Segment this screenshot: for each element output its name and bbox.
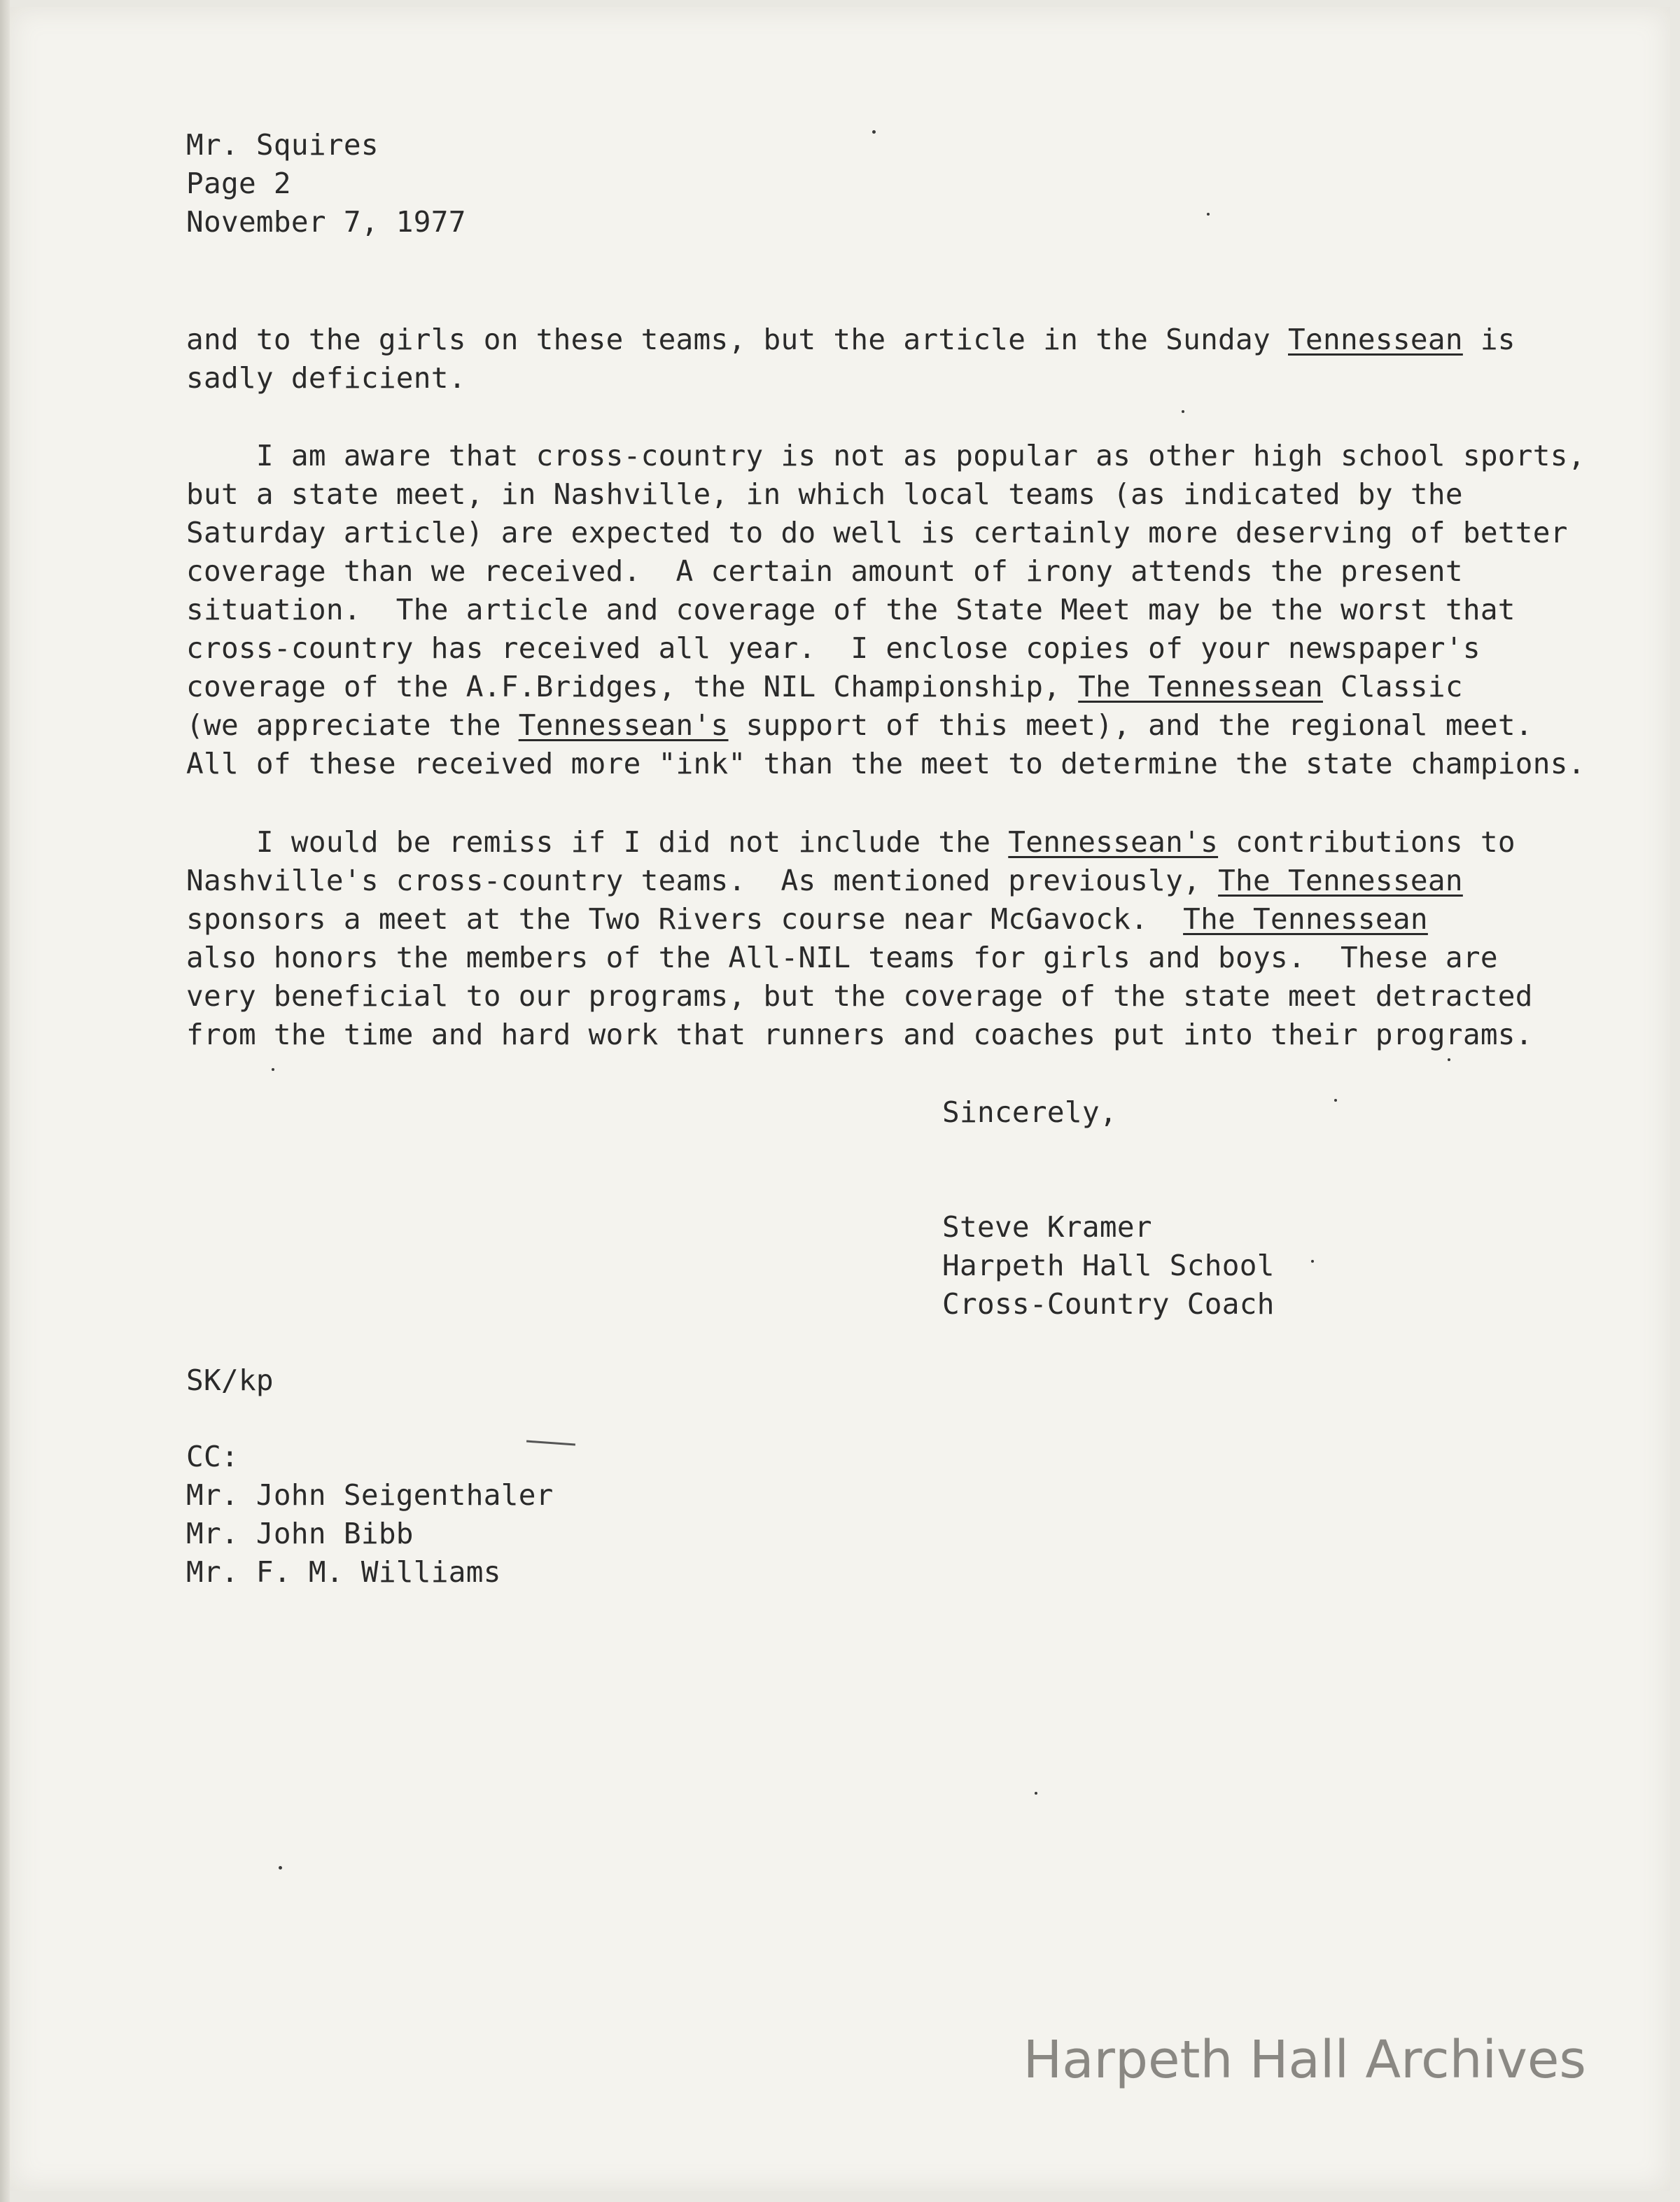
cc-recipient: Mr. F. M. Williams (186, 1555, 501, 1589)
body-line: also honors the members of the All-NIL teams for girls and boys. These are (186, 941, 1498, 974)
body-line: sadly deficient. (186, 361, 466, 395)
body-line: coverage than we received. A certain amount of irony attends the present (186, 554, 1463, 588)
body-line: from the time and hard work that runners and coaches put into their programs. (186, 1018, 1533, 1051)
cc-recipient: Mr. John Seigenthaler (186, 1478, 554, 1512)
underlined-title: The Tennessean (1183, 902, 1428, 936)
text-run: and to the girls on these teams, but the article in the Sunday (186, 323, 1288, 356)
text-run: Classic (1322, 670, 1463, 703)
signer-title: Cross-Country Coach (942, 1287, 1275, 1321)
cc-recipient: Mr. John Bibb (186, 1517, 414, 1550)
paper-speck (1448, 1058, 1450, 1061)
reference-initials: SK/kp (186, 1363, 274, 1397)
paper-speck (1207, 213, 1210, 216)
recipient-name: Mr. Squires (186, 128, 379, 162)
underlined-title: Tennessean's (1008, 825, 1219, 859)
body-line: very beneficial to our programs, but the coverage of the state meet detracted (186, 979, 1533, 1013)
letter-date: November 7, 1977 (186, 205, 466, 239)
paper-speck (872, 130, 876, 134)
paper-edge (0, 0, 10, 2202)
body-line: Saturday article) are expected to do well is certainly more deserving of better (186, 516, 1568, 549)
body-line: but a state meet, in Nashville, in which local teams (as indicated by the (186, 477, 1463, 511)
text-run: coverage of the A.F.Bridges, the NIL Championship, (186, 670, 1079, 703)
body-line (186, 668, 1463, 706)
paper-speck (1035, 1792, 1037, 1795)
underlined-title: The Tennessean (1078, 670, 1323, 703)
body-line: situation. The article and coverage of the State Meet may be the worst that (186, 593, 1516, 626)
body-line (186, 862, 1463, 900)
body-line (186, 706, 1533, 745)
paper-speck (272, 1068, 274, 1071)
body-line (186, 321, 1516, 359)
underlined-title: Tennessean (1288, 323, 1463, 356)
text-run: Nashville's cross-country teams. As mentioned previously, (186, 864, 1219, 897)
body-line: All of these received more "ink" than the meet to determine the state champions. (186, 747, 1586, 780)
paper-speck (1334, 1099, 1337, 1102)
text-run: support of this meet), and the regional meet. (728, 708, 1533, 742)
paper-speck (1182, 410, 1184, 413)
body-line: I am aware that cross-country is not as popular as other high school sports, (186, 439, 1586, 472)
text-run: sponsors a meet at the Two Rivers course near McGavock. (186, 902, 1184, 936)
body-line (186, 823, 1516, 862)
cc-label: CC: (186, 1440, 239, 1473)
body-line: cross-country has received all year. I enclose copies of your newspaper's (186, 631, 1480, 665)
text-run: is (1462, 323, 1516, 356)
text-run: (we appreciate the (186, 708, 519, 742)
body-line (186, 900, 1428, 939)
closing-salutation: Sincerely, (942, 1095, 1117, 1129)
signer-name: Steve Kramer (942, 1210, 1152, 1244)
page-number: Page 2 (186, 167, 291, 200)
signer-school: Harpeth Hall School (942, 1249, 1275, 1282)
paper-speck (279, 1866, 282, 1870)
archive-watermark: Harpeth Hall Archives (1023, 2030, 1586, 2090)
underlined-title: The Tennessean (1218, 864, 1463, 897)
underlined-title: Tennessean's (518, 708, 729, 742)
paper-speck (1311, 1260, 1314, 1263)
text-run: I would be remiss if I did not include the (186, 825, 1009, 859)
text-run: contributions to (1218, 825, 1516, 859)
